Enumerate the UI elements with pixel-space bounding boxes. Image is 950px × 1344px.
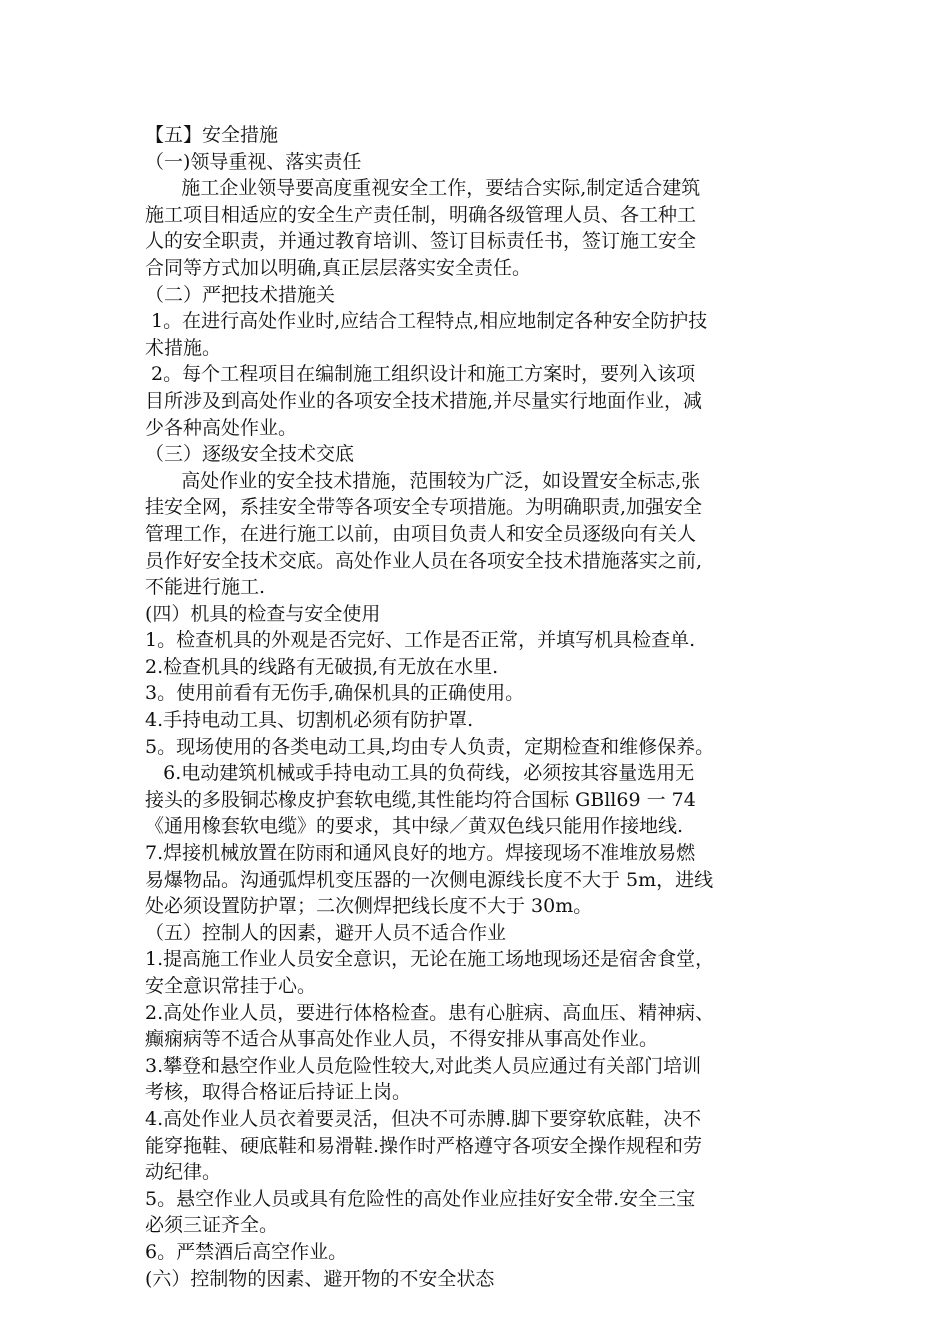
list-item: 5。现场使用的各类电动工具,均由专人负责，定期检查和维修保养。 [145, 735, 715, 758]
paragraph-line: 管理工作，在进行施工以前，由项目负责人和安全员逐级向有关人 [145, 522, 697, 545]
paragraph-line: 高处作业的安全技术措施，范围较为广泛，如设置安全标志,张 [145, 469, 701, 492]
list-item: 4.手持电动工具、切割机必须有防护罩. [145, 709, 474, 732]
list-item: 7.焊接机械放置在防雨和通风良好的地方。焊接现场不准堆放易燃 [145, 842, 696, 865]
paragraph-line: 2。每个工程项目在编制施工组织设计和施工方案时，要列入该项 [145, 363, 696, 386]
list-item: 3.攀登和悬空作业人员危险性较大,对此类人员应通过有关部门培训 [145, 1054, 702, 1077]
list-item: 1.提高施工作业人员安全意识，无论在施工场地现场还是宿舍食堂， [145, 948, 715, 971]
paragraph-line: 不能进行施工. [145, 576, 266, 599]
subsection-heading: （一)领导重视、落实责任 [145, 150, 362, 173]
list-item: 能穿拖鞋、硬底鞋和易滑鞋.操作时严格遵守各项安全操作规程和劳 [145, 1134, 703, 1157]
list-item: 3。使用前看有无伤手,确保机具的正确使用。 [145, 682, 525, 705]
list-item: 6。严禁酒后高空作业。 [145, 1240, 348, 1263]
subsection-heading: （五）控制人的因素，避开人员不适合作业 [145, 921, 507, 944]
list-item: 4.高处作业人员衣着要灵活，但决不可赤膊.脚下要穿软底鞋，决不 [145, 1107, 702, 1130]
paragraph-line: 目所涉及到高处作业的各项安全技术措施,并尽量实行地面作业，减 [145, 389, 703, 412]
list-item: 动纪律。 [145, 1161, 222, 1184]
list-item: 必须三证齐全。 [145, 1214, 279, 1237]
list-item: 安全意识常挂于心。 [145, 975, 317, 997]
subsection-heading: (六）控制物的因素、避开物的不安全状态 [145, 1267, 495, 1290]
paragraph-line: 合同等方式加以明确,真正层层落实安全责任。 [145, 256, 532, 279]
document-body [145, 122, 825, 1292]
subsection-heading: (四）机具的检查与安全使用 [145, 602, 381, 625]
paragraph-line: 施工项目相适应的安全生产责任制，明确各级管理人员、各工种工 [145, 203, 697, 226]
list-item: 癫痫病等不适合从事高处作业人员，不得安排从事高处作业。 [145, 1028, 659, 1051]
paragraph-line: 少各种高处作业。 [145, 416, 298, 439]
list-item: 5。悬空作业人员或具有危险性的高处作业应挂好安全带.安全三宝 [145, 1187, 696, 1210]
paragraph-line: 员作好安全技术交底。高处作业人员在各项安全技术措施落实之前, [145, 549, 703, 572]
section-heading: 【五】安全措施 [145, 124, 279, 146]
list-item: 《通用橡套软电缆》的要求，其中绿／黄双色线只能用作接地线. [145, 815, 684, 838]
paragraph-line: 1。在进行高处作业时,应结合工程特点,相应地制定各种安全防护技 [145, 310, 708, 333]
list-item: 接头的多股铜芯橡皮护套软电缆,其性能均符合国标 GBll69 一 74 [145, 788, 696, 811]
list-item: 2.检查机具的线路有无破损,有无放在水里. [145, 655, 499, 678]
list-item: 易爆物品。沟通弧焊机变压器的一次侧电源线长度不大于 5m，进线 [145, 868, 714, 891]
list-item: 1。检查机具的外观是否完好、工作是否正常，并填写机具检查单. [145, 629, 696, 652]
list-item: 处必须设置防护罩；二次侧焊把线长度不大于 30m。 [145, 895, 593, 918]
list-item: 2.高处作业人员，要进行体格检查。患有心脏病、高血压、精神病、 [145, 1001, 715, 1024]
paragraph-line: 施工企业领导要高度重视安全工作，要结合实际,制定适合建筑 [145, 177, 701, 200]
subsection-heading: （二）严把技术措施关 [145, 283, 336, 306]
paragraph-line: 术措施。 [145, 336, 222, 359]
paragraph-line: 人的安全职责，并通过教育培训、签订目标责任书，签订施工安全 [145, 230, 697, 253]
subsection-heading: （三）逐级安全技术交底 [145, 443, 355, 466]
list-item: 考核，取得合格证后持证上岗。 [145, 1081, 412, 1104]
list-item: 6.电动建筑机械或手持电动工具的负荷线，必须按其容量选用无 [145, 762, 695, 785]
paragraph-line: 挂安全网，系挂安全带等各项安全专项措施。为明确职责,加强安全 [145, 496, 703, 519]
